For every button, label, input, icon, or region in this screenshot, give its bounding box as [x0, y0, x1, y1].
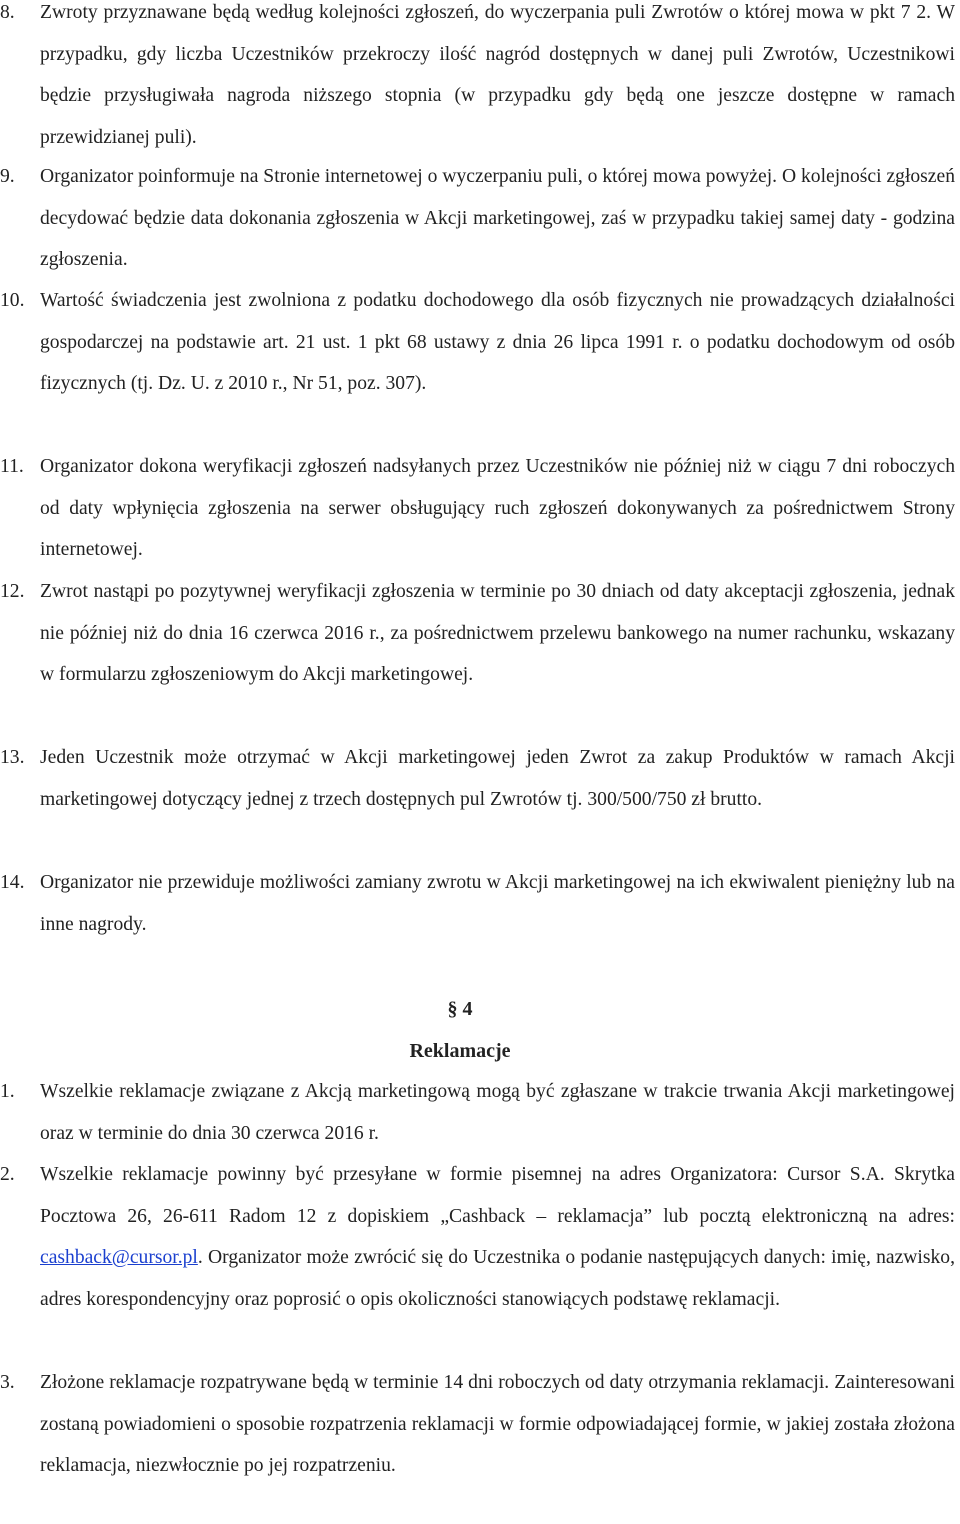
list-item-text: Złożone reklamacje rozpatrywane będą w terminie 14 dni roboczych od daty otrzymania reklamacji. Zainteresowani zostaną powiadomieni o sposobie rozpatrzenia reklamacji w formie odpowiadającej formie, w jakiej została złożona reklamacja, niezwłocznie po jej rozpatrzeniu.	[40, 1372, 955, 1477]
list-item-13	[0, 737, 955, 820]
section-symbol: § 4	[447, 998, 473, 1020]
list-item-text-before: Wszelkie reklamacje powinny być przesyłane w formie pisemnej na adres Organizatora: Cursor S.A. Skrytka Pocztowa 26, 26-611 Radom 12 z dopiskiem „Cashback – reklamacja” lub pocztą elektroniczną na adres:	[40, 1164, 955, 1227]
list-item-9	[0, 156, 955, 281]
list-item-number: 3.	[0, 1372, 15, 1393]
list-item-11	[0, 446, 955, 571]
email-link[interactable]: cashback@cursor.pl	[40, 1247, 198, 1269]
list-item-reklamacje-3	[0, 1362, 955, 1487]
list-item-reklamacje-1	[0, 1071, 955, 1154]
list-item-number: 13.	[0, 747, 25, 768]
list-item-text: Organizator nie przewiduje możliwości zamiany zwrotu w Akcji marketingowej na ich ekwiwalent pieniężny lub na inne nagrody.	[40, 872, 955, 935]
list-item-number: 1.	[0, 1081, 15, 1102]
list-item-number: 11.	[0, 456, 24, 477]
list-item-text-after: . Organizator może zwrócić się do Uczestnika o podanie następujących danych: imię, nazwisko, adres korespondencyjny oraz poprosić o opis okoliczności stanowiących podstawę reklamacji.	[40, 1247, 955, 1310]
list-item-text: Zwroty przyznawane będą według kolejności zgłoszeń, do wyczerpania puli Zwrotów o której mowa w pkt 7 2. W przypadku, gdy liczba Uczestników przekroczy ilość nagród dostępnych w danej puli Zwrotów, Uczestnikowi będzie przysługiwała nagroda niższego stopnia (w przypadku gdy będą one jeszcze dostępne w ramach przewidzianej puli).	[40, 2, 955, 148]
list-item-text: Zwrot nastąpi po pozytywnej weryfikacji zgłoszenia w terminie po 30 dniach od daty akceptacji zgłoszenia, jednak nie później niż do dnia 16 czerwca 2016 r., za pośrednictwem przelewu bankowego na numer rachunku, wskazany w formularzu zgłoszeniowym do Akcji marketingowej.	[40, 581, 955, 686]
list-item-number: 12.	[0, 581, 25, 602]
list-item-text: Wartość świadczenia jest zwolniona z podatku dochodowego dla osób fizycznych nie prowadzących działalności gospodarczej na podstawie art. 21 ust. 1 pkt 68 ustawy z dnia 26 lipca 1991 r. o podatku dochodowym od osób fizycznych (tj. Dz. U. z 2010 r., Nr 51, poz. 307).	[40, 290, 955, 395]
list-item-text: Organizator dokona weryfikacji zgłoszeń nadsyłanych przez Uczestników nie później niż w ciągu 7 dni roboczych od daty wpłynięcia zgłoszenia na serwer obsługujący ruch zgłoszeń dokonywanych za pośrednictwem Strony internetowej.	[40, 456, 955, 561]
list-item-number: 9.	[0, 166, 15, 187]
list-item-8	[0, 0, 955, 158]
list-item-text: Wszelkie reklamacje związane z Akcją marketingową mogą być zgłaszane w trakcie trwania Akcji marketingowej oraz w terminie do dnia 30 czerwca 2016 r.	[40, 1081, 955, 1144]
list-item-number: 2.	[0, 1164, 15, 1185]
list-item-10	[0, 280, 955, 405]
list-item-reklamacje-2	[0, 1154, 955, 1320]
section-title: Reklamacje	[409, 1040, 511, 1062]
list-item-number: 8.	[0, 2, 15, 23]
list-item-number: 10.	[0, 290, 25, 311]
list-item-text: Jeden Uczestnik może otrzymać w Akcji marketingowej jeden Zwrot za zakup Produktów w ramach Akcji marketingowej dotyczący jednej z trzech dostępnych pul Zwrotów tj. 300/500/750 zł brutto.	[40, 747, 955, 810]
list-item-12	[0, 571, 955, 696]
list-item-text	[40, 1154, 955, 1320]
list-item-text: Organizator poinformuje na Stronie internetowej o wyczerpaniu puli, o której mowa powyżej. O kolejności zgłoszeń decydować będzie data dokonania zgłoszenia w Akcji marketingowej, zaś w przypadku takiej samej daty - godzina zgłoszenia.	[40, 166, 955, 271]
list-item-number: 14.	[0, 872, 25, 893]
list-item-14	[0, 862, 955, 945]
